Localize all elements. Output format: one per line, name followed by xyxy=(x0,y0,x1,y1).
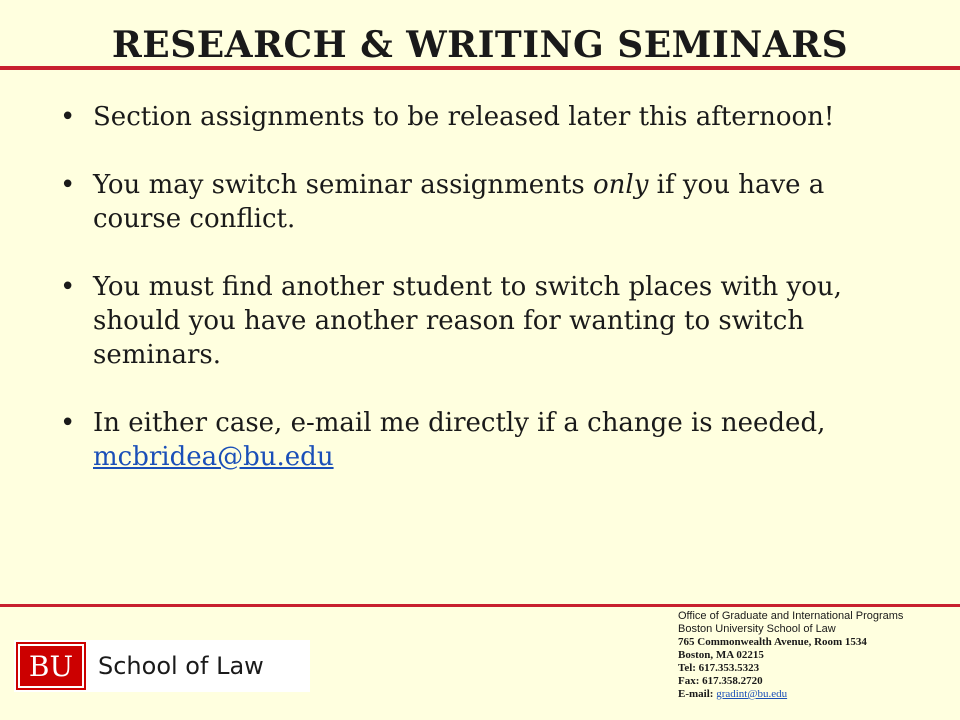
school-name: Boston University School of Law xyxy=(678,623,836,635)
fax: Fax: 617.358.2720 xyxy=(678,675,763,687)
footer-divider xyxy=(0,604,960,607)
logo-label: School of Law xyxy=(98,652,264,680)
bullet-text: In either case, e-mail me directly if a change is needed, xyxy=(93,408,826,438)
bu-law-logo xyxy=(14,640,310,692)
bullet-item xyxy=(60,100,910,134)
bullet-icon: • xyxy=(60,170,76,200)
contact-email-link[interactable]: gradint@bu.edu xyxy=(716,688,788,700)
bu-badge-icon: BU xyxy=(18,644,84,688)
bullet-text: if you have a course conflict. xyxy=(93,170,825,234)
bullet-item xyxy=(60,270,910,372)
office-name: Office of Graduate and International Programs xyxy=(678,610,904,622)
bullet-item xyxy=(60,406,910,474)
bullet-list xyxy=(60,100,910,508)
email-line xyxy=(678,688,958,701)
street-address: 765 Commonwealth Avenue, Room 1534 xyxy=(678,636,867,648)
bullet-icon: • xyxy=(60,102,76,132)
bullet-text: You must find another student to switch places with you, should you have another reason for wanting to switch seminars. xyxy=(93,272,842,370)
bullet-text: Section assignments to be released later this afternoon! xyxy=(93,102,835,132)
title-divider xyxy=(0,66,960,70)
contact-block xyxy=(678,610,958,701)
email-label: E-mail: xyxy=(678,688,714,700)
bullet-item xyxy=(60,168,910,236)
bullet-icon: • xyxy=(60,272,76,302)
telephone: Tel: 617.353.5323 xyxy=(678,662,760,674)
bullet-text: You may switch seminar assignments xyxy=(93,170,593,200)
slide-title: RESEARCH & WRITING SEMINARS xyxy=(111,24,849,66)
email-link[interactable]: mcbridea@bu.edu xyxy=(93,442,334,472)
bullet-emphasis: only xyxy=(592,170,649,200)
bullet-icon: • xyxy=(60,408,76,438)
city-address: Boston, MA 02215 xyxy=(678,649,764,661)
